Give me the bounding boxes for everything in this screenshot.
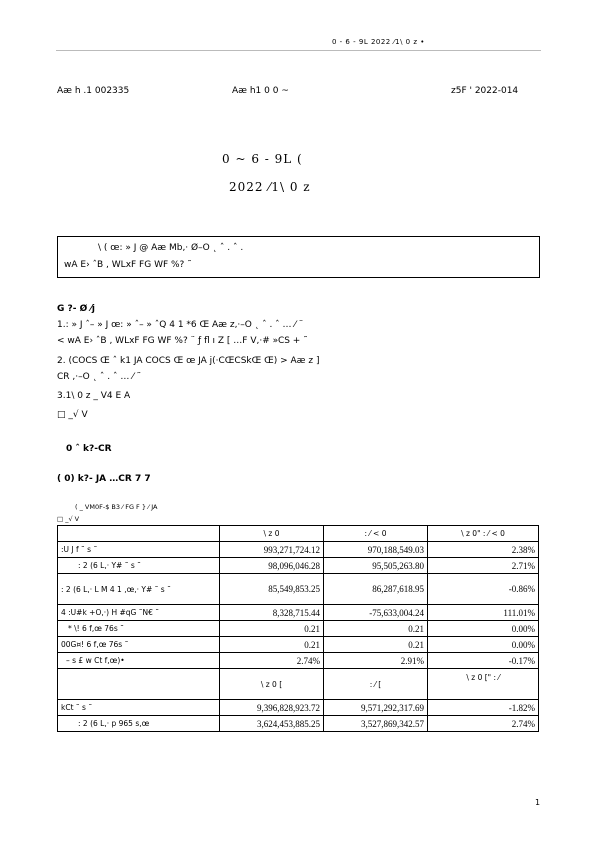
table-row [58,558,539,574]
table-row [58,605,539,621]
cell-previous: 0.21 [324,621,428,637]
financial-note-2: □ _√ V [57,515,80,523]
stock-code: Aæ h .1 002335 [57,86,130,96]
notice-box [57,236,540,278]
row-label: kCt ˜ s ˜ [58,700,220,716]
table-row [58,653,539,669]
row-label: : 2 (6 L,· p 965 s,œ [58,716,220,732]
cell-current: 0.21 [220,637,324,653]
table-row [58,700,539,716]
table-header-cell: \ z 0 [" : ⁄ [428,669,539,700]
table-row [58,621,539,637]
cell-change: 2.71% [428,558,539,574]
table-header-cell [58,526,220,542]
cell-previous: 970,188,549.03 [324,542,428,558]
table-header-row [58,526,539,542]
cell-previous: 86,287,618.95 [324,574,428,605]
page-number: 1 [535,798,541,807]
table-header-cell: : ⁄ < 0 [324,526,428,542]
table-row [58,542,539,558]
table-header-cell: \ z 0 [ [220,669,324,700]
report-title-line1: 0 ~ 6 - 9L ( [222,152,303,166]
cell-previous: 95,505,263.80 [324,558,428,574]
cell-current: 3,624,453,885.25 [220,716,324,732]
cell-current: 98,096,046.28 [220,558,324,574]
cell-change: 111.01% [428,605,539,621]
cell-current: 2.74% [220,653,324,669]
important-heading: G ?- Ø ⁄j [57,304,95,314]
important-item-1a: 1.: » J ˆ– » J œ: » ˆ– » ˆQ 4 1 *6 Œ Aæ z,·–O ˛ ˆ . ˆ … ⁄ ¨ [57,320,304,330]
important-item-2b: CR ,·–O ˛ ˆ . ˆ … ⁄ ˜ [57,372,142,382]
cell-previous: 9,571,292,317.69 [324,700,428,716]
financial-data-table [57,525,539,732]
cell-change: 2.38% [428,542,539,558]
cell-change: 0.00% [428,637,539,653]
report-title-line2: 2022 ⁄1\ 0 z [229,180,311,194]
header-rule [56,50,541,51]
cell-previous: 3,527,869,342.57 [324,716,428,732]
notice-line-1: \ ( œ: » J @ Aæ Mb,· Ø–O ˛ ˆ . ˆ . [98,243,244,253]
table-header-cell: \ z 0" : ⁄ < 0 [428,526,539,542]
cell-current: 9,396,828,923.72 [220,700,324,716]
important-item-2a: 2. (COCS Œ ˆ k1 JA COCS Œ œ JA j(·CŒCSkŒ Œ) > Aæ z ] [57,356,320,366]
financial-heading: ( 0) k?- JA …CR 7 7 [57,474,151,484]
cell-current: 0.21 [220,621,324,637]
cell-change: 0.00% [428,621,539,637]
row-label: 00G¤! 6 f,œ 76s ˜ [58,637,220,653]
row-label: – s £ w Ct f,œ)• [58,653,220,669]
cell-change: -0.86% [428,574,539,605]
row-label: :U J f ˜ s ˜ [58,542,220,558]
table-header-row [58,669,539,700]
important-item-1b: < wA E› ˆB , WLxF FG WF %? ¨ ƒ fl ı Z [ …F V,·# »CS + ˜ [57,336,308,346]
cell-current: 85,549,853.25 [220,574,324,605]
row-label: : 2 (6 L,· Y# ˜ s ˜ [58,558,220,574]
row-label: * \! 6 f,œ 76s ˜ [58,621,220,637]
cell-current: 993,271,724.12 [220,542,324,558]
stock-short-name: Aæ h1 0 0 ~ [232,86,289,96]
table-header-cell [58,669,220,700]
running-header: 0 - 6 - 9L 2022 ⁄1\ 0 z • [332,38,425,46]
cell-previous: 2.91% [324,653,428,669]
financial-note-1: ( _ VM0F-$ B3 ⁄ FG F } ⁄ JA [75,503,158,511]
row-label: : 2 (6 L,· L M 4 1 ,œ,· Y# ˜ s ˜ [58,574,220,605]
cell-change: -0.17% [428,653,539,669]
table-row [58,574,539,605]
row-label: 4 :U#k +O,·) H #qG ˜N€ ˜ [58,605,220,621]
company-heading: 0 ˆ k?-CR [66,444,112,454]
cell-previous: -75,633,004.24 [324,605,428,621]
table-row [58,637,539,653]
important-item-4: □ _√ V [57,410,88,420]
table-header-cell: : ⁄ [ [324,669,428,700]
cell-current: 8,328,715.44 [220,605,324,621]
cell-change: -1.82% [428,700,539,716]
notice-line-2: wA E› ˆB , WLxF FG WF %? ˜ [64,260,192,270]
announcement-number: z5F ' 2022-014 [451,86,519,96]
cell-previous: 0.21 [324,637,428,653]
table-header-cell: \ z 0 [220,526,324,542]
important-item-3: 3.1\ 0 z _ V4 E A [57,391,131,401]
cell-change: 2.74% [428,716,539,732]
table-row [58,716,539,732]
